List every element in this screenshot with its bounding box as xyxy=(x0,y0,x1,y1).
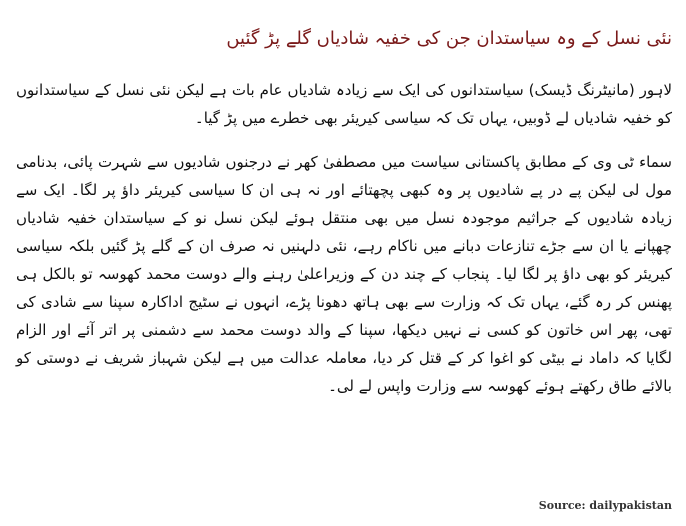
article-paragraph-body: سماء ٹی وی کے مطابق پاکستانی سیاست میں مصطفیٰ کھر نے درجنوں شادیوں سے شہرت پائی، بدنامی مول لی لیکن پے در پے شادیوں پر وہ کبھی پچھتائے اور نہ ہی ان کا سیاسی کیریئر داؤ پر لگا۔ ایک سے زیادہ شادیوں کے جراثیم موجودہ نسل میں بھی منتقل ہوئے لیکن نسل نو کے سیاستدان خفیہ شادیاں چھپانے یا ان سے جڑے تنازعات دبانے میں ناکام رہے، نئی دلہنیں نہ صرف ان کے گلے پڑ گئیں بلکہ سیاسی کیریئر کو بھی داؤ پر لگا لیا۔ پنجاب کے چند دن کے وزیراعلیٰ رہنے والے دوست محمد کھوسہ تو بالکل ہی پھنس کر رہ گئے، یہاں تک کہ وزارت سے بھی ہاتھ دھونا پڑے، انہوں نے سٹیج اداکارہ سپنا سے شادی کی تھی، پھر اس خاتون کو کسی نے نہیں دیکھا، سپنا کے والد دوست محمد سے دشمنی پر اتر آئے اور الزام لگایا کہ داماد نے بیٹی کو اغوا کر کے قتل کر دیا، معاملہ عدالت میں ہے لیکن شہباز شریف نے دوستی کو بالائے طاق رکھتے ہوئے کھوسہ سے وزارت واپس لے لی۔ xyxy=(16,153,672,395)
source-credit: Source: dailypakistan xyxy=(538,499,672,512)
article-paragraph-intro: لاہور (مانیٹرنگ ڈیسک) سیاستدانوں کی ایک سے زیادہ شادیاں عام بات ہے لیکن نئی نسل کے سیاستدانوں کو خفیہ شادیاں لے ڈوبیں، یہاں تک کہ سیاسی کیریئر بھی خطرے میں پڑ گیا۔ xyxy=(16,81,672,127)
article-headline: نئی نسل کے وہ سیاستدان جن کی خفیہ شادیاں گلے پڑ گئیں xyxy=(226,28,672,49)
